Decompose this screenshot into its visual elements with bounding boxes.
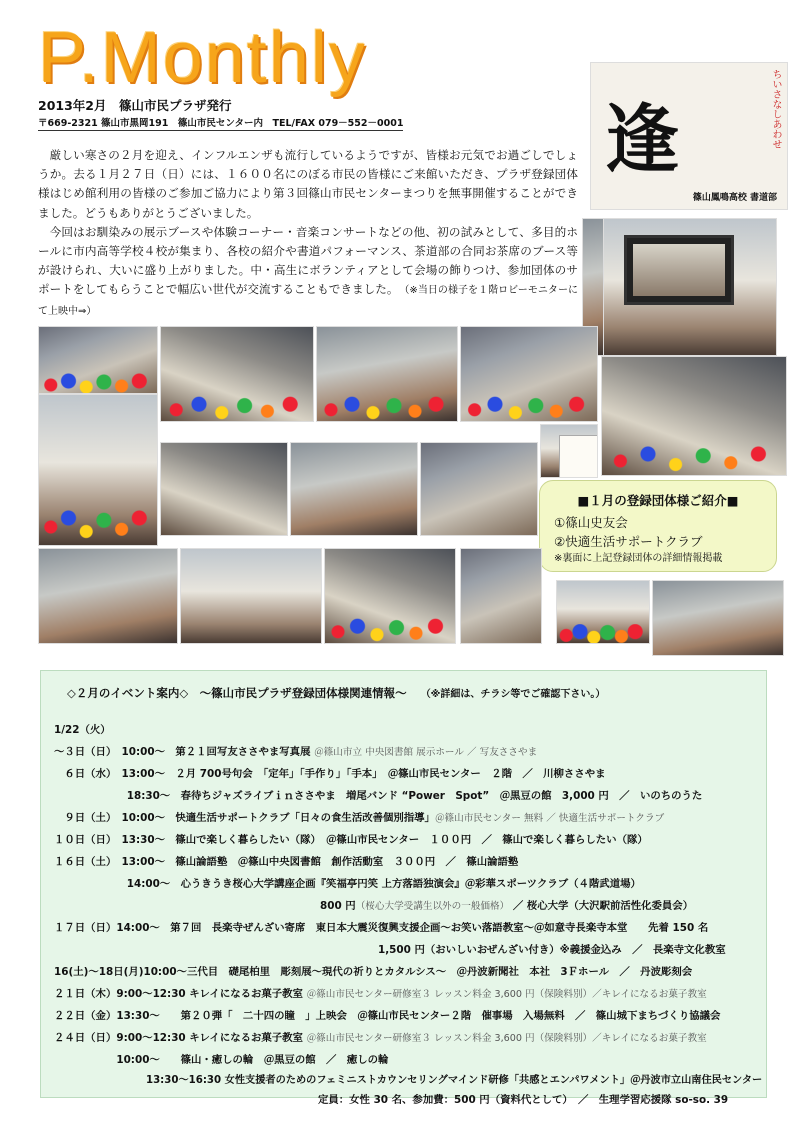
intro-note: （※当日の様子を１階ロビーモニターにて上映中⇒） xyxy=(38,285,578,317)
tea-booth-photo xyxy=(180,548,322,644)
newsletter-title: P.Monthly xyxy=(38,18,367,98)
event-line: ６日（水） 13:00～ ２月 700号句会 「定年」「手作り」「手本」 ＠篠山市民センター ２階 ／ 川柳ささやま xyxy=(54,768,606,780)
intro-paragraph-2-text: 今回はお馴染みの展示ブースや体験コーナー・音楽コンサートなどの他、初の試みとして、多目的ホールに市内高等学校４校が集まり、各校の紹介や書道パフォーマンス、茶道部の合同お茶席のブース等が設けられ、大いに盛り上がりました。中・高生にボランティアとして会場の飾りつけ、参加団体のサポートをしてもらうことで幅広い世代が交流することもできました。 xyxy=(38,224,578,297)
mascots-photo xyxy=(160,442,288,536)
corridor-photo xyxy=(290,442,418,536)
hall-balloons-photo xyxy=(601,356,787,476)
event-line: ２１日（木）9:00～12:30 キレイになるお菓子教室 ＠篠山市民センター研修室３ レッスン料金 3,600 円（保険料別）／キレイになるお菓子教室 xyxy=(54,988,707,1000)
group-item-1: ①篠山史友会 xyxy=(554,515,628,530)
person-balloons-photo xyxy=(38,394,158,546)
group-intro-title: ■１月の登録団体様ご紹介■ xyxy=(577,493,739,508)
event-line: 18:30～ 春待ちジャズライブｉｎささやま 増尾バンド “Power Spot” ＠黒豆の館 3,000 円 ／ いのちのうた xyxy=(54,790,703,802)
event-line: ２４日（日）9:00～12:30 キレイになるお菓子教室 ＠篠山市民センター研修室３ レッスン料金 3,600 円（保険料別）／キレイになるお菓子教室 xyxy=(54,1032,707,1044)
event-line: 800 円（桜心大学受講生以外の一般価格） ／ 桜心大学（大沢駅前活性化委員会） xyxy=(320,900,694,912)
event-line: 13:30～16:30 女性支援者のためのフェミニストカウンセリングマインド研修「共感とエンパワメント」＠丹波市立山南住民センター xyxy=(146,1074,763,1086)
intro-paragraph-1: 厳しい寒さの２月を迎え、インフルエンザも流行しているようですが、皆様お元気でお過ごしでしょうか。去る１月２７日（日）には、１６００名にのぼる市民の皆様にご来館いただき、プラザ登録団体様はじめ館利用の皆様のご参加ご協力により第３回篠山市民センターまつりを無事開催することができました。どうもありがとうございました。 xyxy=(38,148,578,220)
event-line: 1/22（火） xyxy=(54,724,111,736)
notice-photo xyxy=(540,424,598,478)
mascot-bear-photo xyxy=(460,548,542,644)
event-line: 10:00～ 篠山・癒しの輪 ＠黒豆の館 ／ 癒しの輪 xyxy=(54,1054,389,1066)
calligraphy-side-text: ちいさなしあわせ xyxy=(770,69,781,149)
calligraphy-photo xyxy=(590,62,788,210)
crowd-photo-1 xyxy=(160,326,314,422)
notice-board xyxy=(559,435,598,478)
event-line: ２２日（金）13:30～ 第２０弾「 二十四の瞳 」上映会 ＠篠山市民センター２階 催事場 入場無料 ／ 篠山城下まちづくり協議会 xyxy=(54,1010,721,1022)
event-line: １０日（日） 13:30～ 篠山で楽しく暮らしたい（隊） ＠篠山市民センター １００円 ／ 篠山で楽しく暮らしたい（隊） xyxy=(54,834,648,846)
group-intro-box xyxy=(539,480,777,572)
intro-text xyxy=(38,146,578,321)
events-heading-note: （※詳細は、チラシ等でご確認下さい。） xyxy=(420,689,606,700)
group-intro-note: ※裏面に上記登録団体の詳細情報掲載 xyxy=(554,553,723,564)
atrium-photo-1 xyxy=(38,326,158,394)
lobby-monitor-photo xyxy=(603,218,777,356)
crowd-photo-2 xyxy=(316,326,458,422)
monitor-screen xyxy=(624,235,734,305)
event-line: ９日（土） 10:00～ 快適生活サポートクラブ「日々の食生活改善個別指導」＠篠山市民センター 無料 ／ 快適生活サポートクラブ xyxy=(54,812,665,824)
audience-photo xyxy=(652,580,784,656)
intro-paragraph-2 xyxy=(38,223,578,321)
stage-photo xyxy=(420,442,538,536)
event-line: 16(土)～18日(月)10:00～三代目 礎尾柏里 彫刻展～現代の祈りとカタルシス～ ＠丹波新聞社 本社 3Ｆホール ／ 丹波彫刻会 xyxy=(54,966,693,978)
balloons-closeup-photo xyxy=(324,548,456,644)
calligraphy-kanji: 逢 xyxy=(605,97,679,183)
event-line: ～３日（日） 10:00～ 第２１回写友ささやま写真展 ＠篠山市立 中央図書館 展示ホール ／ 写友ささやま xyxy=(54,746,538,758)
address-line: 〒669-2321 篠山市黒岡191 篠山市民センター内 TEL/FAX 079－552－0001 xyxy=(38,115,403,131)
calligraphy-credit: 篠山鳳鳴高校 書道部 xyxy=(692,193,777,203)
event-line: １６日（土） 13:00～ 篠山論語塾 ＠篠山中央図書館 創作活動室 ３００円 ／ 篠山論語塾 xyxy=(54,856,519,868)
dance-photo xyxy=(38,548,178,644)
events-heading xyxy=(67,685,605,701)
kids-photo xyxy=(460,326,598,422)
atrium-photo-2 xyxy=(556,580,650,644)
issue-line: 2013年2月 篠山市民プラザ発行 xyxy=(38,98,232,113)
group-item-2: ②快適生活サポートクラブ xyxy=(554,534,703,549)
event-line: 14:00～ 心うきうき桜心大学講座企画『笑福亭円笑 上方落語独演会』＠彩華スポーツクラブ（４階武道場） xyxy=(54,878,641,890)
event-line: 1,500 円（おいしいおぜんざい付き）※義援金込み ／ 長楽寺文化教室 xyxy=(378,944,726,956)
event-line: １７日（日）14:00～ 第７回 長楽寺ぜんざい寄席 東日本大震災復興支援企画～お笑い落語教室～＠如意寺長楽寺本堂 先着 150 名 xyxy=(54,922,709,934)
event-line: 定員：女性 30 名、参加費：500 円（資料代として） ／ 生理学習応援隊 so-so. 39 xyxy=(318,1094,729,1106)
events-heading-text: ◇２月のイベント案内◇ ～篠山市民プラザ登録団体様関連情報～ xyxy=(67,686,407,700)
